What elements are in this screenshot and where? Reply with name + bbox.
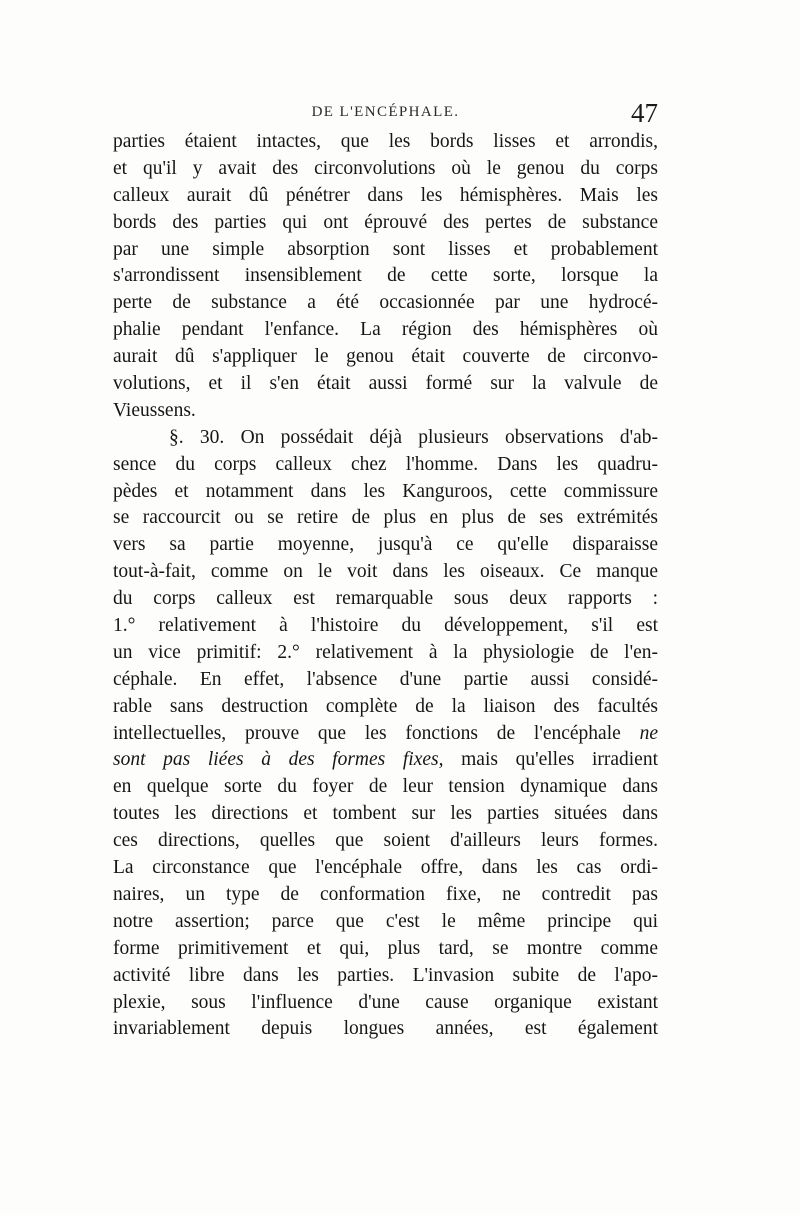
text-line: tout-à-fait, comme on le voit dans les oiseaux. Ce manque xyxy=(113,561,658,583)
text-line: par une simple absorption sont lisses et probablement xyxy=(113,238,658,260)
text-line: céphale. En effet, l'absence d'une partie aussi considé- xyxy=(113,668,658,690)
text-line: volutions, et il s'en était aussi formé sur la valvule de xyxy=(113,373,658,395)
text-run: intellectuelles, prouve que les fonctions de l'encéphale xyxy=(113,722,621,744)
text-line: notre assertion; parce que c'est le même principe qui xyxy=(113,910,658,932)
text-line: activité libre dans les parties. L'invasion subite de l'apo- xyxy=(113,964,658,986)
text-line: s'arrondissent insensiblement de cette sorte, lorsque la xyxy=(113,265,658,287)
text-line: toutes les directions et tombent sur les parties situées dans xyxy=(113,803,658,825)
text-line: La circonstance que l'encéphale offre, dans les cas ordi- xyxy=(113,857,658,879)
section-30-first-line: §. 30. On possédait déjà plusieurs observations d'ab- xyxy=(169,426,658,448)
text-line: sence du corps calleux chez l'homme. Dans les quadru- xyxy=(113,453,658,475)
italic-text: sont pas liées à des formes fixes, xyxy=(113,749,444,771)
text-run: mais qu'elles irradient xyxy=(461,749,658,771)
text-line: naires, un type de conformation fixe, ne contredit pas xyxy=(113,883,658,905)
text-line: ces directions, quelles que soient d'ailleurs leurs formes. xyxy=(113,830,658,852)
text-line: rable sans destruction complète de la liaison des facultés xyxy=(113,695,658,717)
text-line: du corps calleux est remarquable sous deux rapports : xyxy=(113,588,658,610)
text-line: forme primitivement et qui, plus tard, se montre comme xyxy=(113,937,658,959)
text-line xyxy=(113,747,658,774)
text-line: invariablement depuis longues années, est également xyxy=(113,1018,658,1040)
text-line: parties étaient intactes, que les bords lisses et arrondis, xyxy=(113,131,658,152)
page-number: 47 xyxy=(631,98,658,128)
text-line: se raccourcit ou se retire de plus en plus de ses extrémités xyxy=(113,507,658,529)
text-line: vers sa partie moyenne, jusqu'à ce qu'elle disparaisse xyxy=(113,534,658,556)
text-line: en quelque sorte du foyer de leur tension dynamique dans xyxy=(113,776,658,798)
text-line: perte de substance a été occasionnée par une hydrocé- xyxy=(113,292,658,314)
body-text xyxy=(113,129,658,1043)
text-line: pèdes et notamment dans les Kanguroos, cette commissure xyxy=(113,480,658,502)
text-line-paragraph-end: Vieussens. xyxy=(113,399,196,421)
text-line: aurait dû s'appliquer le genou était couverte de circonvo- xyxy=(113,346,658,368)
text-line: un vice primitif: 2.° relativement à la physiologie de l'en- xyxy=(113,641,658,663)
text-line: plexie, sous l'influence d'une cause organique existant xyxy=(113,991,658,1013)
text-line: bords des parties qui ont éprouvé des pertes de substance xyxy=(113,211,658,233)
text-line xyxy=(113,721,658,748)
text-line: phalie pendant l'enfance. La région des hémisphères où xyxy=(113,319,658,341)
text-line: calleux aurait dû pénétrer dans les hémisphères. Mais les xyxy=(113,184,658,206)
text-line: et qu'il y avait des circonvolutions où le genou du corps xyxy=(113,157,658,179)
running-title: DE L'ENCÉPHALE. xyxy=(311,104,460,120)
running-head xyxy=(113,98,658,132)
italic-text: ne xyxy=(639,722,659,744)
text-line: 1.° relativement à l'histoire du développement, s'il est xyxy=(113,615,658,637)
